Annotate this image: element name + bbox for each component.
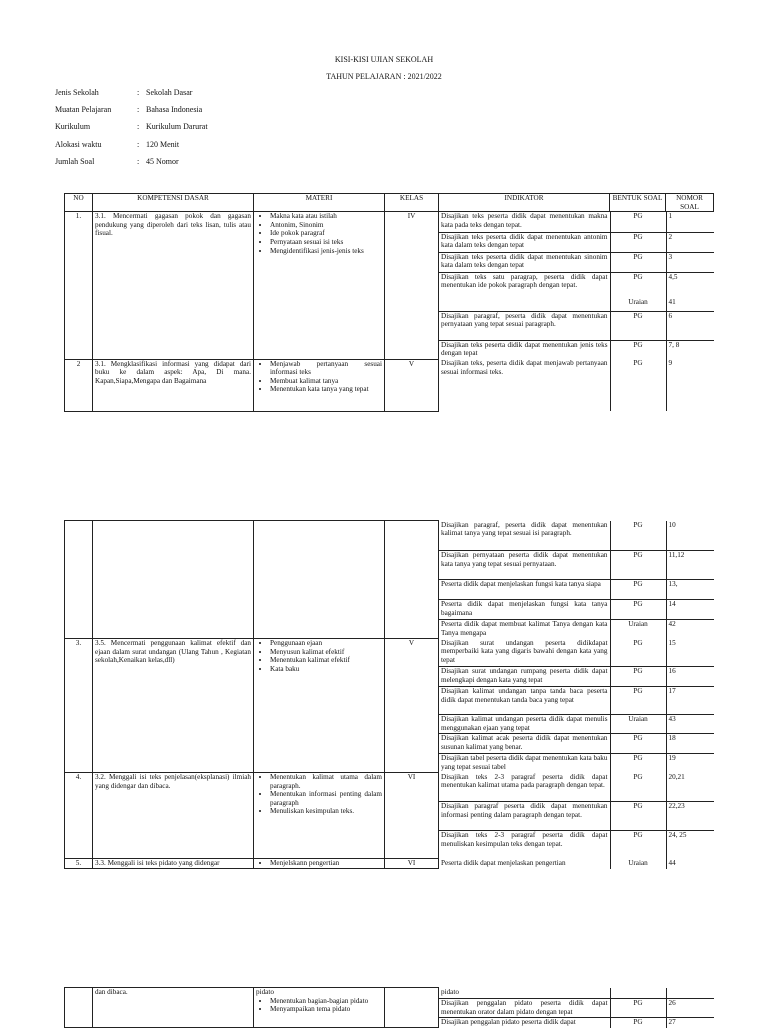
indikator-row xyxy=(439,859,714,869)
indikator-text: Peserta didik dapat menjelaskan pengertian xyxy=(439,859,610,869)
cell-no: 1. xyxy=(65,212,93,360)
bentuk-soal: PG xyxy=(610,340,666,359)
indikator-text: Disajikan surat undangan peserta didikdapat memperbaiki kata yang digaris bawahi dengan kata yang tepat xyxy=(439,639,610,667)
materi-list xyxy=(256,859,382,868)
nomor-soal: 13, xyxy=(666,580,714,600)
materi-item: • Menentukan informasi penting dalam paragraph xyxy=(270,790,382,807)
indikator-subtable xyxy=(439,988,714,1028)
meta-label: Alokasi waktu xyxy=(55,139,102,149)
indikator-text: Disajikan surat undangan rumpang peserta didik dapat melengkapi dengan kata yang tepat xyxy=(439,667,610,687)
bentuk-soal: PG xyxy=(610,802,666,831)
cell-no xyxy=(65,988,93,1028)
bentuk-soal: PG xyxy=(610,1018,666,1028)
document-meta xyxy=(55,88,208,174)
kisi-table-page-2 xyxy=(64,520,714,869)
nomor-soal: 14 xyxy=(666,600,714,620)
materi-item: • Makna kata atau istilah xyxy=(270,212,382,221)
table-row xyxy=(65,773,714,859)
materi-item: • Pernyataan sesuai isi teks xyxy=(270,238,382,247)
table-row xyxy=(65,639,714,773)
indikator-row xyxy=(439,252,714,272)
indikator-row xyxy=(439,311,714,340)
materi-item: • Ide pokok paragraf xyxy=(270,229,382,238)
indikator-text: Disajikan kalimat undangan peserta didik dapat menulis menggunakan ejaan yang tepat xyxy=(439,715,610,734)
materi-list xyxy=(256,773,382,816)
indikator-text: Disajikan teks peserta didik dapat menentukan antonim kata dalam teks dengan tepat xyxy=(439,232,610,252)
indikator-text: Disajikan tabel peserta didik dapat menentukan kata baku yang tepat sesuai tabel xyxy=(439,754,610,773)
nomor-soal: 15 xyxy=(666,639,714,667)
cell-materi xyxy=(254,859,385,869)
nomor-soal: 43 xyxy=(666,715,714,734)
cell-kompetensi: 3.1. Mengklasifikasi informasi yang didapat dari buku ke dalam aspek: Apa, Di mana. Kapan,Siapa,Mengapa dan Bagaimana xyxy=(93,359,254,411)
indikator-row xyxy=(439,667,714,687)
materi-item: • Menentukan kalimat efektif xyxy=(270,656,382,665)
bentuk-soal: PG xyxy=(610,639,666,667)
meta-value: Sekolah Dasar xyxy=(146,88,193,97)
bentuk-soal: PG xyxy=(610,667,666,687)
meta-colon: : xyxy=(137,122,140,132)
nomor-soal: 1 xyxy=(666,212,714,232)
indikator-row xyxy=(439,1018,714,1028)
table-row xyxy=(65,988,714,1028)
bentuk-soal: PG xyxy=(610,734,666,754)
bentuk-soal: PG xyxy=(610,999,666,1018)
indikator-row xyxy=(439,687,714,715)
materi-item: • Mengidentifikasi jenis-jenis teks xyxy=(270,247,382,256)
nomor-soal: 44 xyxy=(668,858,676,867)
meta-colon: : xyxy=(137,88,140,97)
table-row xyxy=(65,521,714,639)
indikator-text: Disajikan kalimat acak peserta didik dapat menentukan susunan kalimat yang benar. xyxy=(439,734,610,754)
materi-list xyxy=(256,639,382,673)
bentuk-soal: PG xyxy=(610,212,666,232)
indikator-row xyxy=(439,600,714,620)
meta-colon: : xyxy=(137,139,140,149)
col-header-bentuk: BENTUK SOAL xyxy=(610,194,666,212)
indikator-subtable xyxy=(439,859,714,869)
indikator-text: Disajikan teks 2-3 paragraf peserta didik dapat menuliskan kesimpulan teks dengan tepat. xyxy=(439,831,610,859)
cell-no: 2 xyxy=(65,359,93,411)
bentuk-soal: PG xyxy=(610,831,666,859)
nomor-soal: 19 xyxy=(668,754,676,762)
meta-label: Jenis Sekolah xyxy=(55,88,99,97)
indikator-subtable xyxy=(439,359,714,411)
cell-no xyxy=(65,521,93,639)
indikator-row xyxy=(439,988,714,999)
indikator-row xyxy=(439,232,714,252)
indikator-text: Disajikan penggalan pidato peserta didik dapat menentukan orator dalam pidato dengan tepat xyxy=(439,999,610,1018)
meta-colon: : xyxy=(137,105,140,115)
meta-label: Jumlah Soal xyxy=(55,156,95,166)
nomor-soal: 16 xyxy=(666,667,714,687)
indikator-text: Disajikan teks 2-3 paragraf peserta didik dapat menentukan kalimat utama pada paragraph dengan tepat. xyxy=(439,773,610,802)
table-header-row xyxy=(65,194,714,212)
bentuk-soal: Uraian xyxy=(610,620,666,639)
indikator-row xyxy=(439,715,714,734)
cell-materi xyxy=(254,773,385,859)
nomor-soal: 3 xyxy=(666,252,714,272)
meta-row xyxy=(55,140,208,157)
col-header-kelas: KELAS xyxy=(385,194,439,212)
materi-list xyxy=(256,997,382,1014)
nomor-soal: 27 xyxy=(668,1018,676,1026)
cell-kompetensi: 3.5. Mencermati penggunaan kalimat efektif dan ejaan dalam surat undangan (Ulang Tahun , Kegiatan sekolah,Kenaikan kelas,dll) xyxy=(93,639,254,773)
materi-item: • Penggunaan ejaan xyxy=(270,639,382,648)
bentuk-soal: PG xyxy=(610,232,666,252)
indikator-row xyxy=(439,620,714,639)
cell-kompetensi xyxy=(93,521,254,639)
cell-materi xyxy=(254,212,385,360)
nomor-soal: 18 xyxy=(666,734,714,754)
bentuk-soal: PG Uraian xyxy=(610,272,666,311)
table-row xyxy=(65,212,714,360)
table-row xyxy=(65,359,714,411)
indikator-row xyxy=(439,340,714,359)
bentuk-soal: PG xyxy=(610,754,666,773)
col-header-kompetensi: KOMPETENSI DASAR xyxy=(93,194,254,212)
cell-kelas: VI xyxy=(385,773,439,859)
nomor-soal: 9 xyxy=(668,359,673,368)
indikator-row xyxy=(439,639,714,667)
bentuk-soal: PG xyxy=(610,521,666,551)
cell-kompetensi: 3.1. Mencermati gagasan pokok dan gagasan pendukung yang diperoleh dari teks lisan, tulis atau fisual. xyxy=(93,212,254,360)
cell-indikator-group xyxy=(439,212,714,360)
col-header-materi: MATERI xyxy=(254,194,385,212)
nomor-soal: 11,12 xyxy=(666,551,714,580)
meta-value: Bahasa Indonesia xyxy=(146,105,203,115)
indikator-text: Disajikan paragraf, peserta didik dapat menentukan pernyataan yang tepat sesuai paragraph. xyxy=(439,311,610,340)
indikator-row xyxy=(439,754,714,773)
meta-value: Kurikulum Darurat xyxy=(146,122,208,132)
indikator-text: pidato xyxy=(439,988,610,999)
cell-kompetensi: 3.3. Menggali isi teks pidato yang didengar xyxy=(93,859,254,869)
nomor-soal: 6 xyxy=(666,311,714,340)
indikator-row xyxy=(439,551,714,580)
indikator-row xyxy=(439,212,714,232)
materi-item: • Menjawab pertanyaan sesuai informasi teks xyxy=(270,360,382,377)
indikator-row xyxy=(439,272,714,311)
nomor-soal: 17 xyxy=(666,687,714,715)
kisi-table-page-1 xyxy=(64,193,714,412)
meta-row xyxy=(55,105,208,122)
cell-materi xyxy=(254,639,385,773)
nomor-soal: 7, 8 xyxy=(668,340,680,349)
indikator-text: Disajikan paragraf peserta didik dapat menentukan informasi penting dalam paragraph dengan tepat. xyxy=(439,802,610,831)
nomor-soal xyxy=(666,988,714,999)
nomor-soal: 42 xyxy=(668,620,676,628)
indikator-text: Disajikan teks peserta didik dapat menentukan makna kata pada teks dengan tepat. xyxy=(439,212,610,232)
cell-materi xyxy=(254,521,385,639)
cell-no: 3. xyxy=(65,639,93,773)
indikator-text: Peserta didik dapat menjelaskan fungsi kata tanya siapa xyxy=(439,580,610,600)
col-header-no: NO xyxy=(65,194,93,212)
materi-item: • Membuat kalimat tanya xyxy=(270,377,382,386)
meta-label: Kurikulum xyxy=(55,122,91,132)
indikator-subtable xyxy=(439,639,714,773)
nomor-soal: 24, 25 xyxy=(668,831,687,839)
kisi-table-page-3 xyxy=(64,987,714,1028)
indikator-row xyxy=(439,802,714,831)
bentuk-soal: Uraian xyxy=(610,859,666,869)
indikator-text: Disajikan kalimat undangan tanpa tanda baca peserta didik dapat menentukan tanda baca yang tepat xyxy=(439,687,610,715)
cell-kelas: IV xyxy=(385,212,439,360)
indikator-row xyxy=(439,359,714,411)
materi-item: • Antonim, Sinonim xyxy=(270,221,382,230)
indikator-text: Peserta didik dapat menjelaskan fungsi kata tanya bagaimana xyxy=(439,600,610,620)
bentuk-soal: PG xyxy=(610,311,666,340)
materi-list xyxy=(256,360,382,394)
cell-kelas xyxy=(385,521,439,639)
indikator-text: Disajikan paragraf, peserta didik dapat menentukan kalimat tanya yang tepat sesuai isi paragraph. xyxy=(439,521,610,551)
meta-row xyxy=(55,157,208,174)
cell-no: 4. xyxy=(65,773,93,859)
materi-item: • Menyampaikan tema pidato xyxy=(270,1005,382,1014)
materi-item: • Menentukan kalimat utama dalam paragraph. xyxy=(270,773,382,790)
indikator-text: Disajikan pernyataan peserta didik dapat menentukan kata tanya yang tepat sesuai pernyataan. xyxy=(439,551,610,580)
cell-no: 5. xyxy=(65,859,93,869)
materi-item: • Menjelskann pengertian xyxy=(270,859,382,868)
bentuk-soal: PG xyxy=(610,359,666,411)
bentuk-soal xyxy=(610,988,666,999)
meta-value: 45 Nomor xyxy=(146,156,179,166)
materi-continued: pidato xyxy=(256,988,274,996)
indikator-text: Disajikan teks satu paragrap, peserta didik dapat menentukan ide pokok paragraph dengan tepat. xyxy=(439,272,610,311)
cell-indikator-group xyxy=(439,359,714,411)
cell-materi xyxy=(254,359,385,411)
indikator-row xyxy=(439,734,714,754)
nomor-soal: 20,21 xyxy=(666,773,714,802)
cell-materi xyxy=(254,988,385,1028)
indikator-row xyxy=(439,999,714,1018)
nomor-soal: 10 xyxy=(666,521,714,551)
materi-item: • Kata baku xyxy=(270,665,382,674)
bentuk-soal: Uraian xyxy=(610,715,666,734)
indikator-text: Disajikan teks peserta didik dapat menentukan sinonim kata dalam teks dengan tepat xyxy=(439,252,610,272)
indikator-subtable xyxy=(439,773,714,859)
meta-row xyxy=(55,88,208,105)
cell-kelas: V xyxy=(385,359,439,411)
cell-indikator-group xyxy=(439,639,714,773)
nomor-soal: 4,5 41 xyxy=(666,272,714,311)
meta-label: Muatan Pelajaran xyxy=(55,105,112,115)
indikator-row xyxy=(439,521,714,551)
cell-kelas xyxy=(385,988,439,1028)
bentuk-soal: PG xyxy=(610,773,666,802)
meta-row xyxy=(55,122,208,139)
materi-item: • Menentukan bagian-bagian pidato xyxy=(270,997,382,1006)
col-header-nomor: NOMOR SOAL xyxy=(666,194,714,212)
indikator-subtable xyxy=(439,521,714,639)
cell-kompetensi: 3.2. Menggali isi teks penjelasan(eksplanasi) ilmiah yang didengar dan dibaca. xyxy=(93,773,254,859)
table-row xyxy=(65,859,714,869)
document-title: KISI-KISI UJIAN SEKOLAH xyxy=(334,55,434,64)
meta-value: 120 Menit xyxy=(146,139,180,149)
meta-colon: : xyxy=(137,156,140,166)
nomor-soal: 2 xyxy=(666,232,714,252)
materi-item: • Menyusun kalimat efektif xyxy=(270,648,382,657)
col-header-indikator: INDIKATOR xyxy=(439,194,610,212)
cell-kelas: V xyxy=(385,639,439,773)
materi-item: • Menuliskan kesimpulan teks. xyxy=(270,807,382,816)
indikator-text: Peserta didik dapat membuat kalimat Tanya dengan kata Tanya mengapa xyxy=(439,620,610,639)
indikator-text: Disajikan teks, peserta didik dapat menjawab pertanyaan sesuai informasi teks. xyxy=(439,359,610,411)
cell-indikator-group xyxy=(439,988,714,1028)
nomor-soal: 22,23 xyxy=(666,802,714,831)
cell-indikator-group xyxy=(439,859,714,869)
materi-item: • Menentukan kata tanya yang tepat xyxy=(270,385,382,394)
document-subtitle: TAHUN PELAJARAN : 2021/2022 xyxy=(326,72,442,81)
cell-indikator-group xyxy=(439,773,714,859)
bentuk-soal: PG xyxy=(610,551,666,580)
indikator-row xyxy=(439,580,714,600)
bentuk-soal: PG xyxy=(610,580,666,600)
bentuk-soal: PG xyxy=(610,252,666,272)
materi-list xyxy=(256,212,382,255)
bentuk-soal: PG xyxy=(610,687,666,715)
bentuk-soal: PG xyxy=(610,600,666,620)
indikator-row xyxy=(439,773,714,802)
indikator-subtable xyxy=(439,212,714,359)
nomor-soal: 26 xyxy=(666,999,714,1018)
cell-indikator-group xyxy=(439,521,714,639)
indikator-text: Disajikan penggalan pidato peserta didik dapat xyxy=(439,1018,610,1028)
indikator-text: Disajikan teks peserta didik dapat menentukan jenis teks dengan tepat xyxy=(439,340,610,359)
cell-kelas: VI xyxy=(385,859,439,869)
cell-kompetensi: dan dibaca. xyxy=(93,988,254,1028)
indikator-row xyxy=(439,831,714,859)
